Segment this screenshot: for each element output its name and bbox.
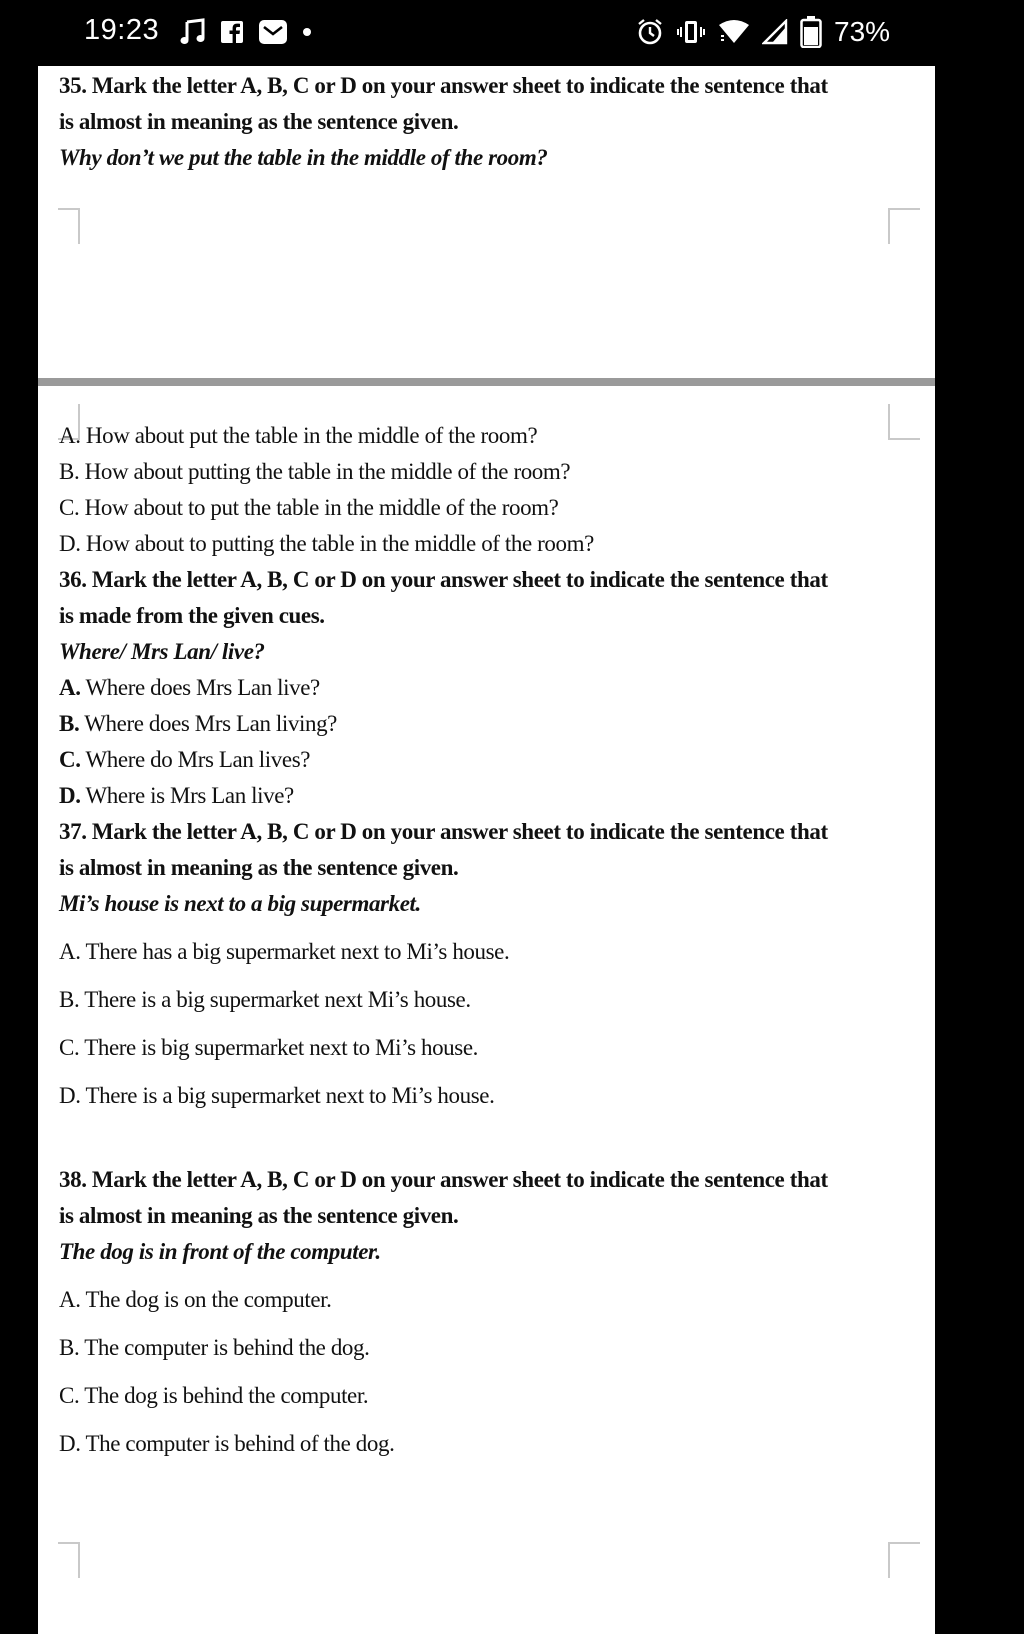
- option-text: Where do Mrs Lan lives?: [85, 747, 311, 772]
- music-note-icon: [180, 18, 206, 46]
- question-35-prompt-line2: is almost in meaning as the sentence given.: [59, 109, 459, 134]
- option-text: Where does Mrs Lan living?: [84, 711, 337, 736]
- signal-icon: [762, 19, 788, 45]
- question-35-given-sentence: Why don’t we put the table in the middle of the room?: [59, 145, 548, 170]
- question-37-prompt-line1: 37. Mark the letter A, B, C or D on your answer sheet to indicate the sentence that: [59, 819, 828, 844]
- question-38-option-b: B. The computer is behind the dog.: [59, 1335, 370, 1360]
- system-icons: [636, 14, 822, 50]
- facebook-icon: [220, 20, 244, 44]
- margin-corner-mark: [888, 208, 920, 244]
- option-text: Where is Mrs Lan live?: [85, 783, 294, 808]
- page-break: [38, 378, 935, 386]
- question-37-option-a: A. There has a big supermarket next to Mi’s house.: [59, 939, 510, 964]
- margin-corner-mark: [888, 1542, 920, 1578]
- question-37-option-c: C. There is big supermarket next to Mi’s house.: [59, 1035, 478, 1060]
- question-36-option-d: [59, 783, 294, 809]
- question-35-option-c: C. How about to put the table in the middle of the room?: [59, 495, 559, 520]
- question-38-prompt-line1: 38. Mark the letter A, B, C or D on your answer sheet to indicate the sentence that: [59, 1167, 828, 1192]
- question-36-given-cues: Where/ Mrs Lan/ live?: [59, 639, 265, 664]
- question-35-option-a: A. How about put the table in the middle of the room?: [59, 423, 538, 448]
- question-35-option-d: D. How about to putting the table in the middle of the room?: [59, 531, 594, 556]
- question-35-prompt-line1: 35. Mark the letter A, B, C or D on your answer sheet to indicate the sentence that: [59, 73, 828, 98]
- question-36-option-a: [59, 675, 320, 701]
- question-37-prompt-line2: is almost in meaning as the sentence given.: [59, 855, 459, 880]
- question-38-option-d: D. The computer is behind of the dog.: [59, 1431, 395, 1456]
- question-36-option-b: [59, 711, 337, 737]
- question-38-option-a: A. The dog is on the computer.: [59, 1287, 332, 1312]
- margin-corner-mark: [58, 208, 80, 244]
- option-letter: B.: [59, 711, 80, 736]
- question-37-option-d: D. There is a big supermarket next to Mi’s house.: [59, 1083, 495, 1108]
- battery-percent: 73%: [834, 16, 891, 47]
- wifi-icon: [718, 19, 750, 45]
- question-35-option-b: B. How about putting the table in the middle of the room?: [59, 459, 571, 484]
- status-bar: [0, 0, 1024, 66]
- status-time: 19:23: [84, 14, 160, 46]
- alarm-icon: [636, 18, 664, 46]
- document-view[interactable]: [38, 66, 935, 1634]
- margin-corner-mark: [888, 404, 920, 440]
- margin-corner-mark: [58, 1542, 80, 1578]
- option-letter: A.: [59, 675, 81, 700]
- question-37-given-sentence: Mi’s house is next to a big supermarket.: [59, 891, 421, 916]
- option-letter: C.: [59, 747, 81, 772]
- question-38-option-c: C. The dog is behind the computer.: [59, 1383, 369, 1408]
- question-36-option-c: [59, 747, 310, 773]
- battery-icon: [800, 16, 822, 48]
- notification-icons: [180, 14, 312, 50]
- question-36-prompt-line2: is made from the given cues.: [59, 603, 325, 628]
- question-38-prompt-line2: is almost in meaning as the sentence given.: [59, 1203, 459, 1228]
- mail-icon: [258, 19, 288, 45]
- question-36-prompt-line1: 36. Mark the letter A, B, C or D on your answer sheet to indicate the sentence that: [59, 567, 828, 592]
- vibrate-icon: [676, 18, 706, 46]
- question-38-given-sentence: The dog is in front of the computer.: [59, 1239, 381, 1264]
- option-text: Where does Mrs Lan live?: [85, 675, 320, 700]
- dot-icon: [302, 27, 312, 37]
- option-letter: D.: [59, 783, 81, 808]
- question-37-option-b: B. There is a big supermarket next Mi’s house.: [59, 987, 471, 1012]
